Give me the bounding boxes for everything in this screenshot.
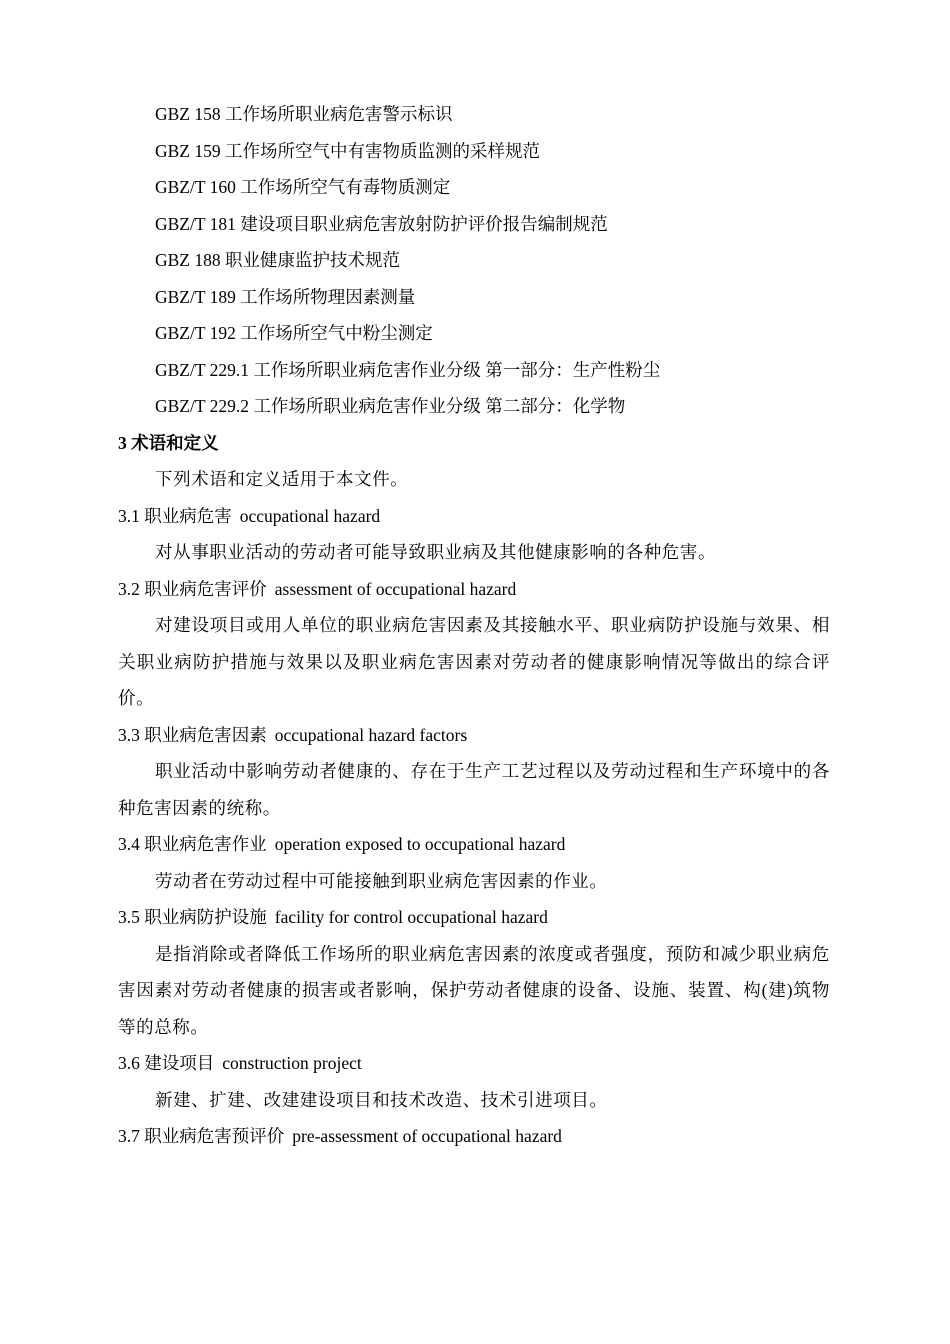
reference-item: GBZ 158 工作场所职业病危害警示标识 [155, 104, 453, 124]
section-intro: 下列术语和定义适用于本文件。 [155, 469, 409, 489]
term-heading [118, 498, 830, 535]
term-title: 3.3 职业病危害因素 [118, 724, 267, 745]
term-title: 3.6 建设项目 [118, 1053, 215, 1073]
term-definition: 是指消除或者降低工作场所的职业病危害因素的浓度或者强度，预防和减少职业病危害因素对劳动者健康的损害或者影响，保护劳动者健康的设备、设施、装置、构(建)筑物等的总称。 [118, 943, 830, 1037]
term-title: 3.2 职业病危害评价 [118, 578, 267, 599]
reference-item: GBZ/T 229.1 工作场所职业病危害作业分级 第一部分：生产性粉尘 [155, 359, 661, 380]
reference-item: GBZ/T 229.2 工作场所职业病危害作业分级 第二部分：化学物 [155, 396, 626, 416]
reference-item: GBZ 188 职业健康监护技术规范 [155, 250, 400, 270]
document-body [118, 96, 830, 1155]
term-heading [118, 899, 830, 936]
term-english: facility for control occupational hazard [274, 907, 548, 927]
term-3-5 [118, 899, 830, 1045]
term-3-6 [118, 1045, 830, 1118]
term-english: operation exposed to occupational hazard [274, 834, 566, 854]
section-heading: 3 术语和定义 [118, 432, 219, 453]
term-definition: 劳动者在劳动过程中可能接触到职业病危害因素的作业。 [155, 870, 608, 891]
term-english: assessment of occupational hazard [274, 578, 517, 599]
term-3-1 [118, 498, 830, 571]
normative-references-list [118, 96, 830, 425]
term-definition: 对从事职业活动的劳动者可能导致职业病及其他健康影响的各种危害。 [155, 542, 717, 562]
term-title: 3.1 职业病危害 [118, 505, 232, 526]
reference-item: GBZ/T 181 建设项目职业病危害放射防护评价报告编制规范 [155, 213, 608, 234]
term-definition: 职业活动中影响劳动者健康的、存在于生产工艺过程以及劳动过程和生产环境中的各种危害因素的统称。 [118, 761, 830, 818]
term-heading [118, 571, 830, 608]
term-title: 3.7 职业病危害预评价 [118, 1126, 285, 1146]
term-english: occupational hazard [239, 505, 381, 526]
term-3-2 [118, 571, 830, 717]
term-3-3 [118, 717, 830, 827]
term-3-7 [118, 1118, 830, 1155]
reference-item: GBZ/T 160 工作场所空气有毒物质测定 [155, 177, 451, 197]
term-definition: 新建、扩建、改建建设项目和技术改造、技术引进项目。 [155, 1089, 608, 1110]
reference-item: GBZ/T 189 工作场所物理因素测量 [155, 286, 416, 307]
term-heading [118, 826, 830, 863]
term-title: 3.4 职业病危害作业 [118, 834, 267, 854]
term-heading [118, 1045, 830, 1082]
term-heading [118, 1118, 830, 1155]
reference-item: GBZ 159 工作场所空气中有害物质监测的采样规范 [155, 140, 540, 161]
term-heading [118, 717, 830, 754]
term-title: 3.5 职业病防护设施 [118, 907, 267, 927]
term-3-4 [118, 826, 830, 899]
term-english: occupational hazard factors [274, 724, 468, 745]
term-english: construction project [222, 1053, 362, 1073]
reference-item: GBZ/T 192 工作场所空气中粉尘测定 [155, 323, 433, 343]
term-definition: 对建设项目或用人单位的职业病危害因素及其接触水平、职业病防护设施与效果、相关职业病防护措施与效果以及职业病危害因素对劳动者的健康影响情况等做出的综合评价。 [118, 615, 830, 708]
term-english: pre-assessment of occupational hazard [292, 1126, 562, 1146]
